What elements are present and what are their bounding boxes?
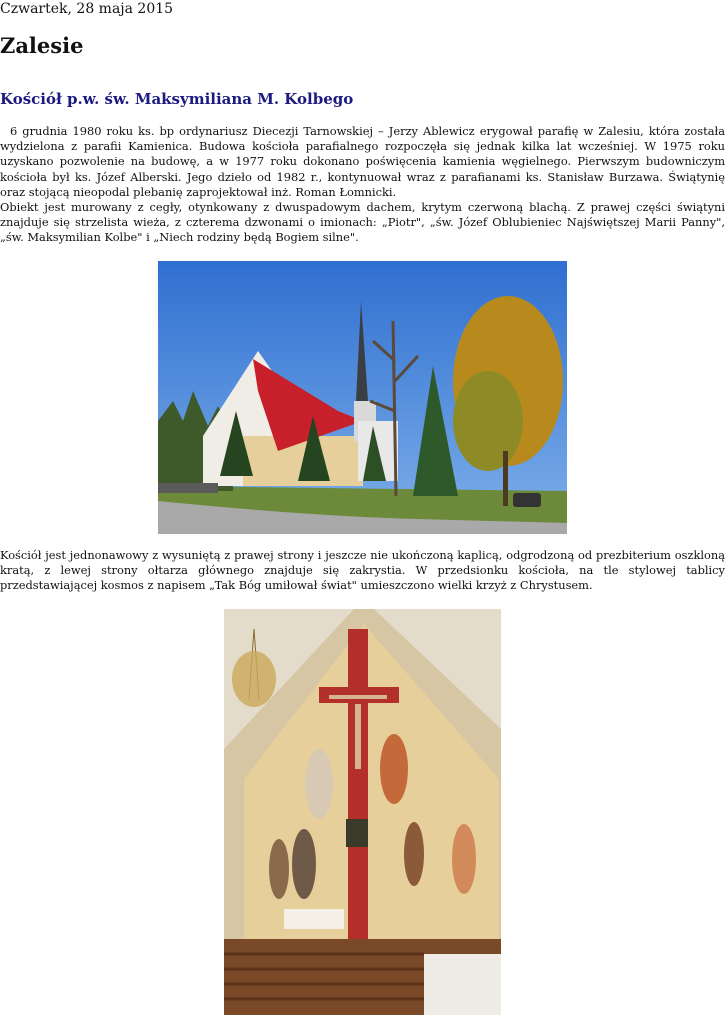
article-paragraph: 6 grudnia 1980 roku ks. bp ordynariusz Diecezji Tarnowskiej – Jerzy Ablewicz erygował parafię w Zalesiu, która została wydzielona z parafii Kamienica. Budowa kościoła parafialnego rozpoczęła się jednak kilka lat wcześniej. W 1975 roku uzyskano pozwolenie na budowę, a w 1977 roku dokonano poświęcenia kamienia węgielnego. Pierwszym budowniczym kościoła był ks. Józef Alberski. Jego dzieło od 1982 r., kontynuował wraz z parafianami ks. Stanisław Burzawa. Świątynię oraz stojącą nieopodal plebanię zaprojektował inż. Roman Łomnicki. (0, 124, 725, 199)
church-interior-photo (224, 609, 501, 1015)
church-exterior-photo (158, 261, 567, 534)
article-paragraph: Kościół jest jednonawowy z wysuniętą z prawej strony i jeszcze nie ukończoną kaplicą, odgrodzoną od prezbiterium oszkloną kratą, z lewej strony ołtarza głównego znajduje się zakrystia. W przedsionku kościoła, na tle stylowej tablicy przedstawiającej kosmos z napisem „Tak Bóg umiłował świat" umieszczono wielki krzyż z Chrystusem. (0, 548, 725, 593)
article-heading: Kościół p.w. św. Maksymiliana M. Kolbego (0, 90, 354, 108)
page-title: Zalesie (0, 33, 84, 58)
article-paragraph: Obiekt jest murowany z cegły, otynkowany z dwuspadowym dachem, krytym czerwoną blachą. Z prawej części świątyni znajduje się strzelista wieża, z czterema dzwonami o imionach: „Piotr", „św. Józef Oblubieniec Najświętszej Marii Panny", „św. Maksymilian Kolbe" i „Niech rodziny będą Bogiem silne". (0, 200, 725, 245)
post-date: Czwartek, 28 maja 2015 (0, 1, 174, 17)
